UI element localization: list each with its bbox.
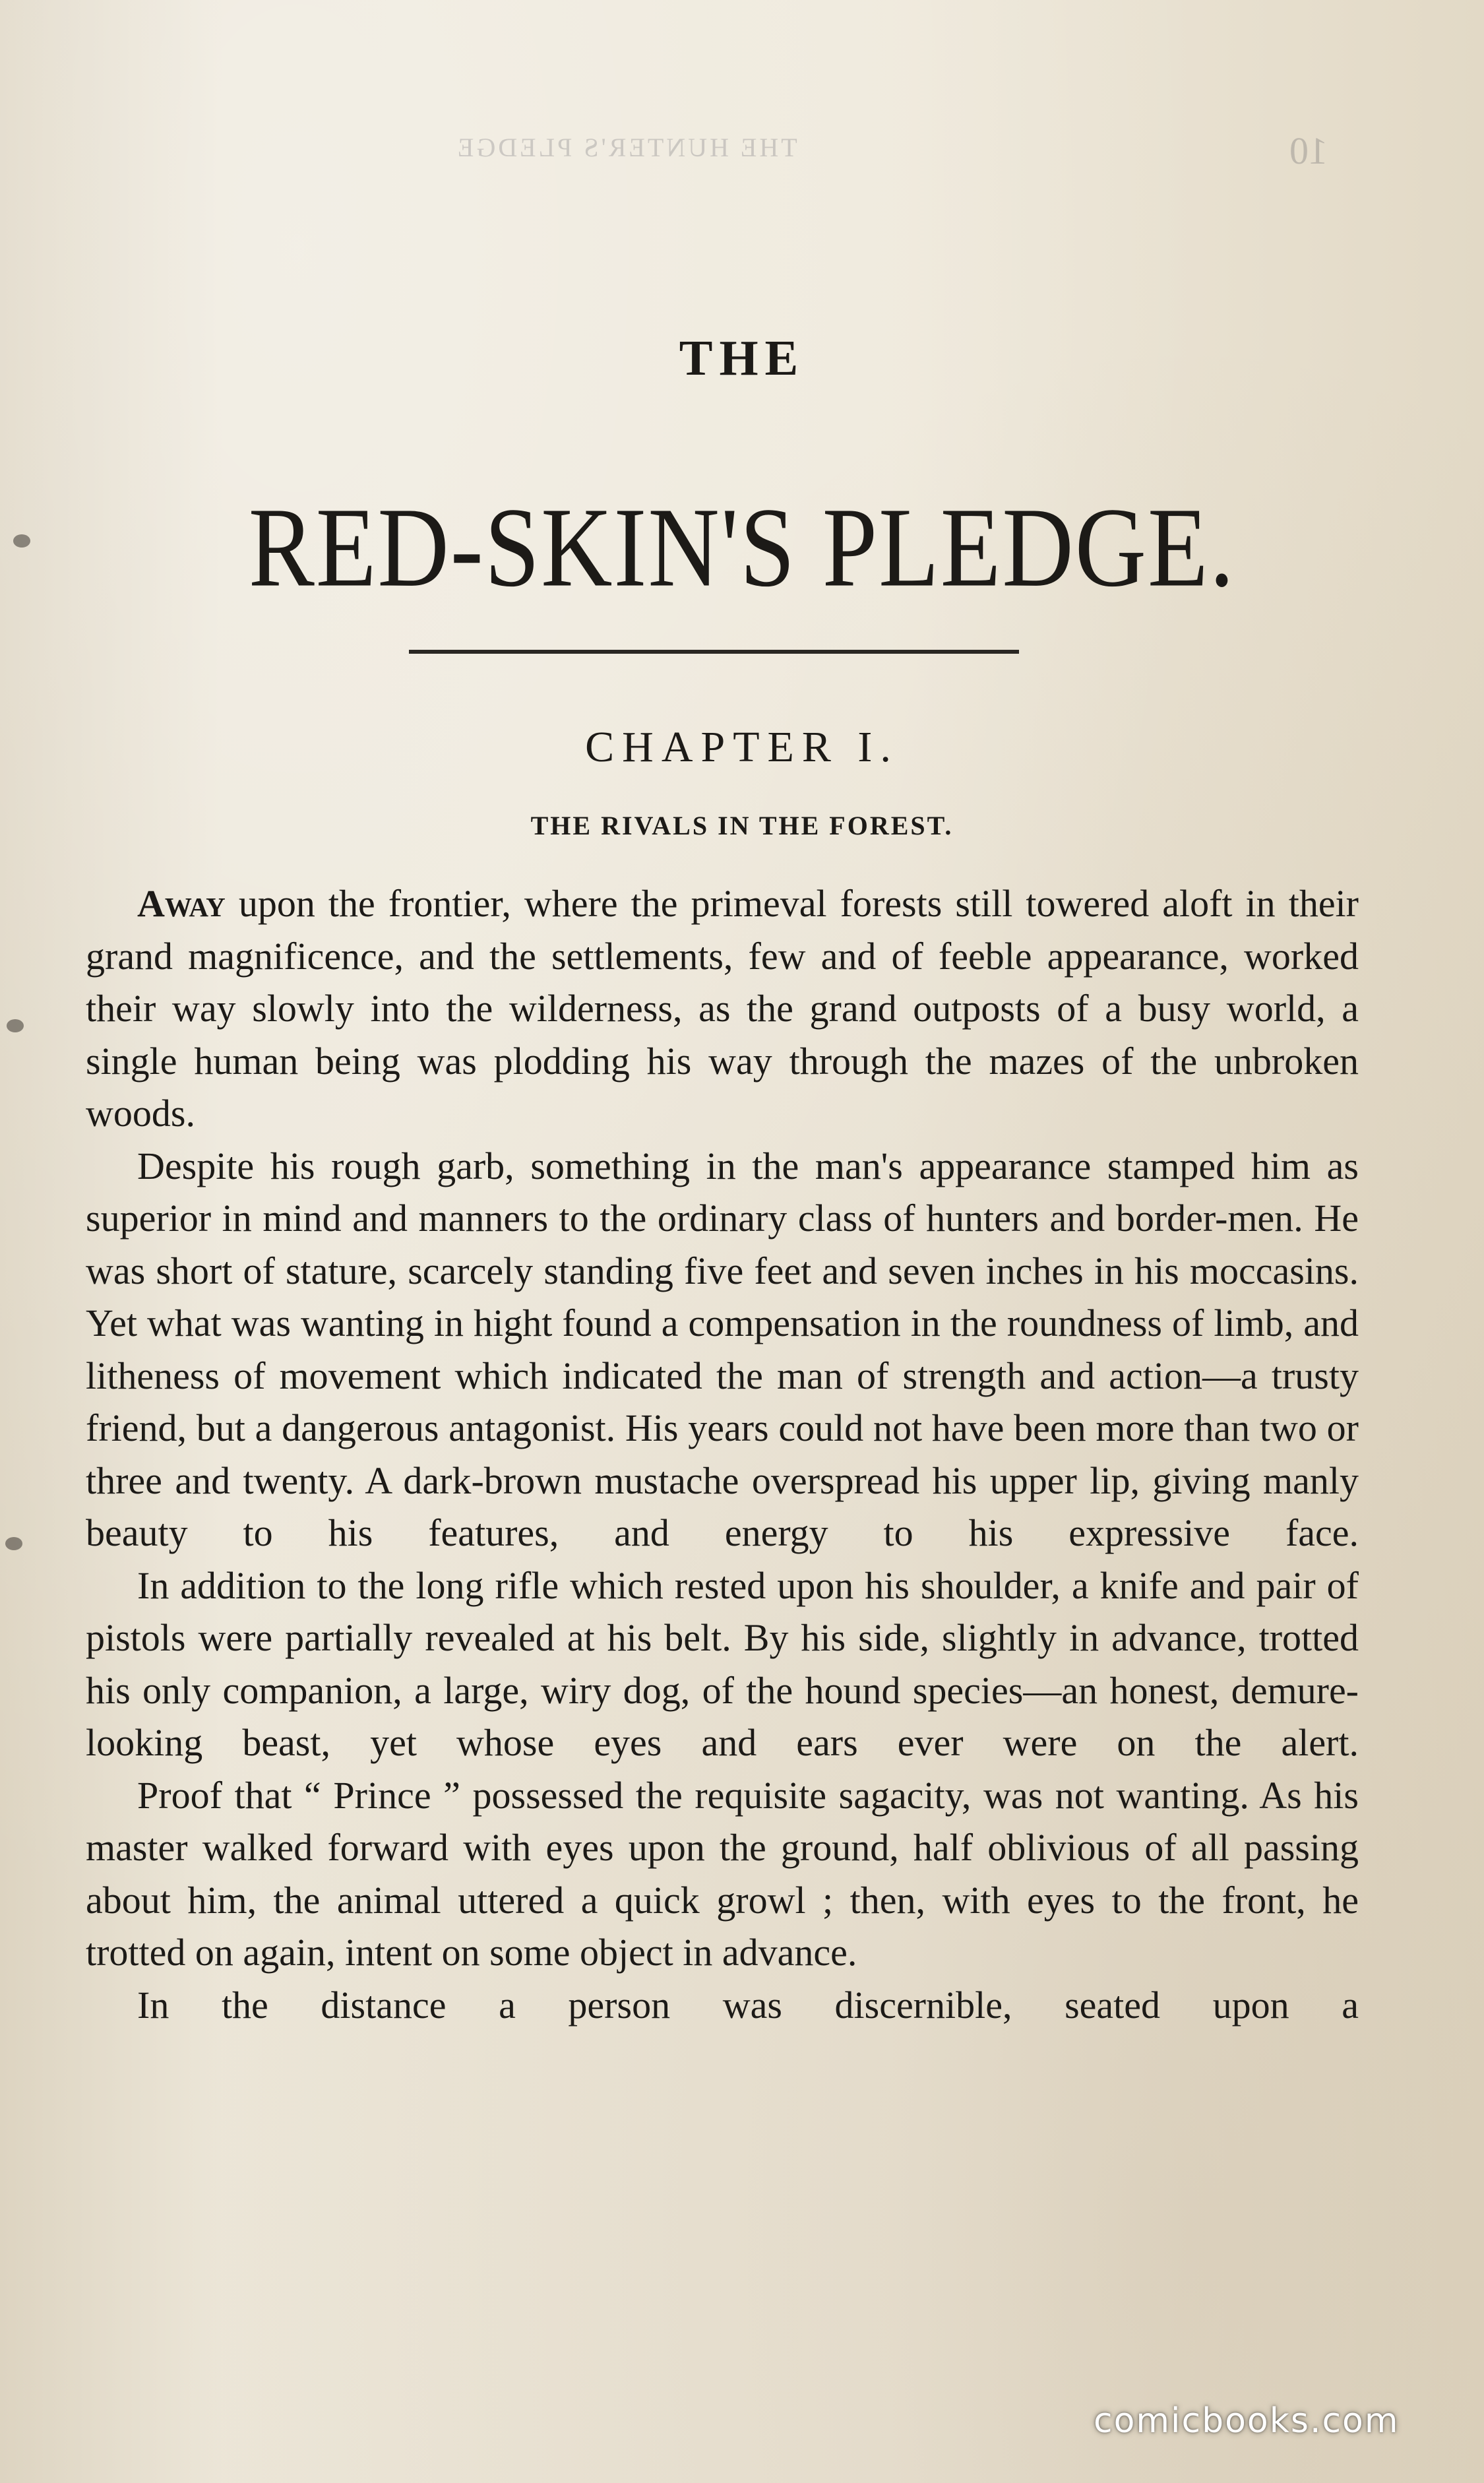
paragraph: In addition to the long rifle which rested upon his shoulder, a knife and pair of pistols were partially revealed at his belt. By his side, slightly in advance, trotted his only companion, a large, wiry dog, of the hound species—an honest, demure-looking beast, yet whose eyes and ears ever were on the alert. [86,1563,1359,1764]
binding-hole [5,1537,22,1550]
bleed-through-running-header: THE HUNTER'S PLEDGE [455,133,797,162]
book-title: RED-SKIN'S PLEDGE. [248,484,1236,611]
chapter-heading: CHAPTER I. [585,723,899,771]
paragraph-text: upon the frontier, where the primeval forests still towered aloft in their grand magnificence, and the settlements, few and of feeble appearance, worked their way slowly into the wilderness, as the grand outposts of a busy world, a single human being was plodding his way through the mazes of the unbroken woods. [86,882,1359,1135]
chapter-subtitle: THE RIVALS IN THE FOREST. [530,811,954,840]
title-divider [409,650,1019,654]
paragraph [86,877,1359,1140]
site-watermark: comicbooks.com [1094,2401,1400,2441]
paragraph: Proof that “ Prince ” possessed the requisite sagacity, was not wanting. As his master walked forward with eyes upon the ground, half oblivious of all passing about him, the animal uttered a quick growl ; then, with eyes to the front, he trotted on again, intent on some object in advance. [86,1773,1359,1974]
title-prefix: THE [679,330,805,386]
binding-hole [7,1019,24,1032]
paragraph: Despite his rough garb, something in the man's appearance stamped him as superior in mind and manners to the ordinary class of hunters and border-men. He was short of stature, scarcely standing five feet and seven inches in his moccasins. Yet what was wanting in hight found a compensation in the roundness of limb, and litheness of movement which indicated the man of strength and action—a trusty friend, but a dangerous antagonist. His years could not have been more than two or three and twenty. A dark-brown mustache overspread his upper lip, giving manly beauty to his features, and energy to his expressive face. [86,1144,1359,1554]
drop-lead-word: Away [137,882,226,925]
paragraph: In the distance a person was discernible, seated upon a [137,1983,1359,2027]
chapter-body [86,877,1359,2031]
bleed-through-page-number: 10 [1289,129,1328,172]
